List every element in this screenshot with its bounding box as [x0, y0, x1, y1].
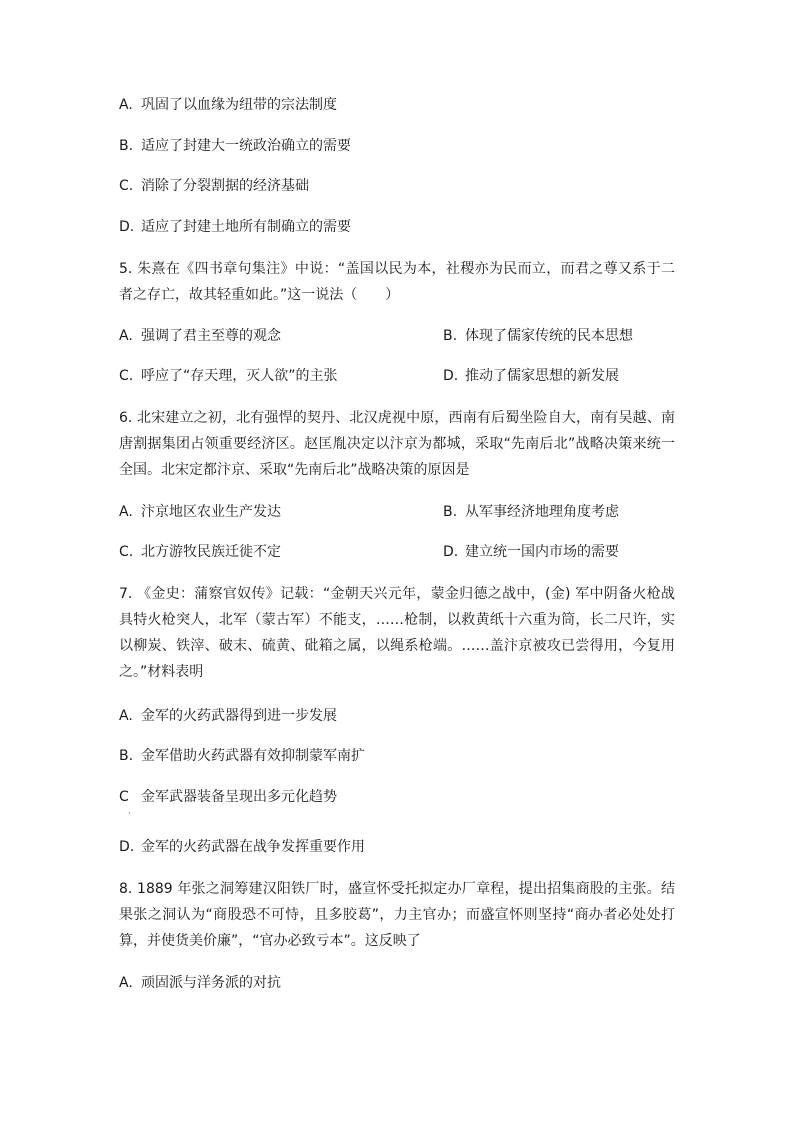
q6-option-b: [443, 503, 619, 521]
option-text: 体现了儒家传统的民本思想: [465, 328, 633, 344]
q6-stem: 6. 北宋建立之初，北有强悍的契丹、北汉虎视中原，西南有后蜀坐险自大，南有吴越、南唐割据集团占领重要经济区。赵匡胤决定以汴京为都城，采取“先南后北”战略决策来统一全国。北宋定都汴京、采取“先南后北”战略决策的原因是: [119, 410, 675, 478]
option-label: C.: [119, 544, 134, 560]
q4-option-d: [119, 218, 351, 236]
q8-option-a: [119, 974, 281, 992]
q5-option-a: [119, 327, 281, 345]
q7-stem: 7. 《金史：蒲察官奴传》记载：“金朝天兴元年，蒙金归德之战中，(金) 军中阴备火枪战具特火枪突人，北军（蒙古军）不能支，……枪制，以救黄纸十六重为筒，长二尺许，实以柳炭、铁滓、破末、硫黄、砒箱之属，以绳系枪端。……盖汴京被攻已尝得用，今复用之。”材料表明: [119, 586, 675, 680]
option-label: C.: [119, 178, 134, 194]
q7-option-a: [119, 707, 337, 725]
option-text: 北方游牧民族迁徙不定: [141, 544, 281, 560]
q4-option-a: [119, 96, 337, 114]
option-label: A.: [119, 328, 133, 344]
q5-option-b: [443, 327, 633, 345]
option-text: 适应了封建大一统政治确立的需要: [141, 138, 351, 154]
q6-option-a: [119, 503, 281, 521]
option-label: B.: [443, 328, 458, 344]
q8-stem: 8. 1889 年张之洞筹建汉阳铁厂时，盛宣怀受托拟定办厂章程，提出招集商股的主张。结果张之洞认为“商股恐不可恃，且多胶葛”，力主官办；而盛宣怀则坚持“商办者必处处打算，并使货美价廉”，“官办必致亏本”。这反映了: [119, 881, 675, 949]
option-label: C: [119, 789, 129, 805]
option-label: B.: [119, 748, 134, 764]
option-text: 从军事经济地理角度考虑: [465, 504, 619, 520]
option-text: 巩固了以血缘为纽带的宗法制度: [141, 97, 337, 113]
option-label: B.: [119, 138, 134, 154]
option-text: 金军的火药武器得到进一步发展: [141, 708, 337, 724]
option-text: 消除了分裂割据的经济基础: [141, 178, 309, 194]
option-label: A.: [119, 708, 133, 724]
q5-stem: 5. 朱熹在《四书章句集注》中说：“盖国以民为本，社稷亦为民而立，而君之尊又系于二者之存亡，故其轻重如此。”这一说法（ ）: [119, 261, 675, 303]
option-text: 呼应了“存天理，灭人欲”的主张: [141, 368, 338, 384]
option-label: A.: [119, 504, 133, 520]
option-label: D.: [443, 544, 459, 560]
option-text: 推动了儒家思想的新发展: [465, 368, 619, 384]
q7-option-b: [119, 747, 365, 765]
option-text: 适应了封建土地所有制确立的需要: [141, 219, 351, 235]
q7-option-c: [119, 788, 337, 806]
option-label: D.: [443, 368, 459, 384]
q5-option-c: [119, 367, 338, 385]
option-text: 强调了君主至尊的观念: [141, 328, 281, 344]
option-text: 建立统一国内市场的需要: [465, 544, 619, 560]
option-label: A.: [119, 97, 133, 113]
option-text: 顽固派与洋务派的对抗: [141, 975, 281, 991]
option-label: A.: [119, 975, 133, 991]
q7-option-d: [119, 838, 365, 856]
option-text: 金军武器装备呈现出多元化趋势: [141, 789, 337, 805]
q4-option-b: [119, 137, 351, 155]
option-text: 金军的火药武器在战争发挥重要作用: [141, 839, 365, 855]
option-c-dot-mark: ·: [128, 809, 131, 818]
option-text: 汴京地区农业生产发达: [141, 504, 281, 520]
option-text: 金军借助火药武器有效抑制蒙军南扩: [141, 748, 365, 764]
option-label: D.: [119, 219, 135, 235]
q6-option-d: [443, 543, 619, 561]
q5-option-d: [443, 367, 619, 385]
q4-option-c: [119, 177, 309, 195]
q6-option-c: [119, 543, 281, 561]
option-label: C.: [119, 368, 134, 384]
option-label: B.: [443, 504, 458, 520]
option-label: D.: [119, 839, 135, 855]
